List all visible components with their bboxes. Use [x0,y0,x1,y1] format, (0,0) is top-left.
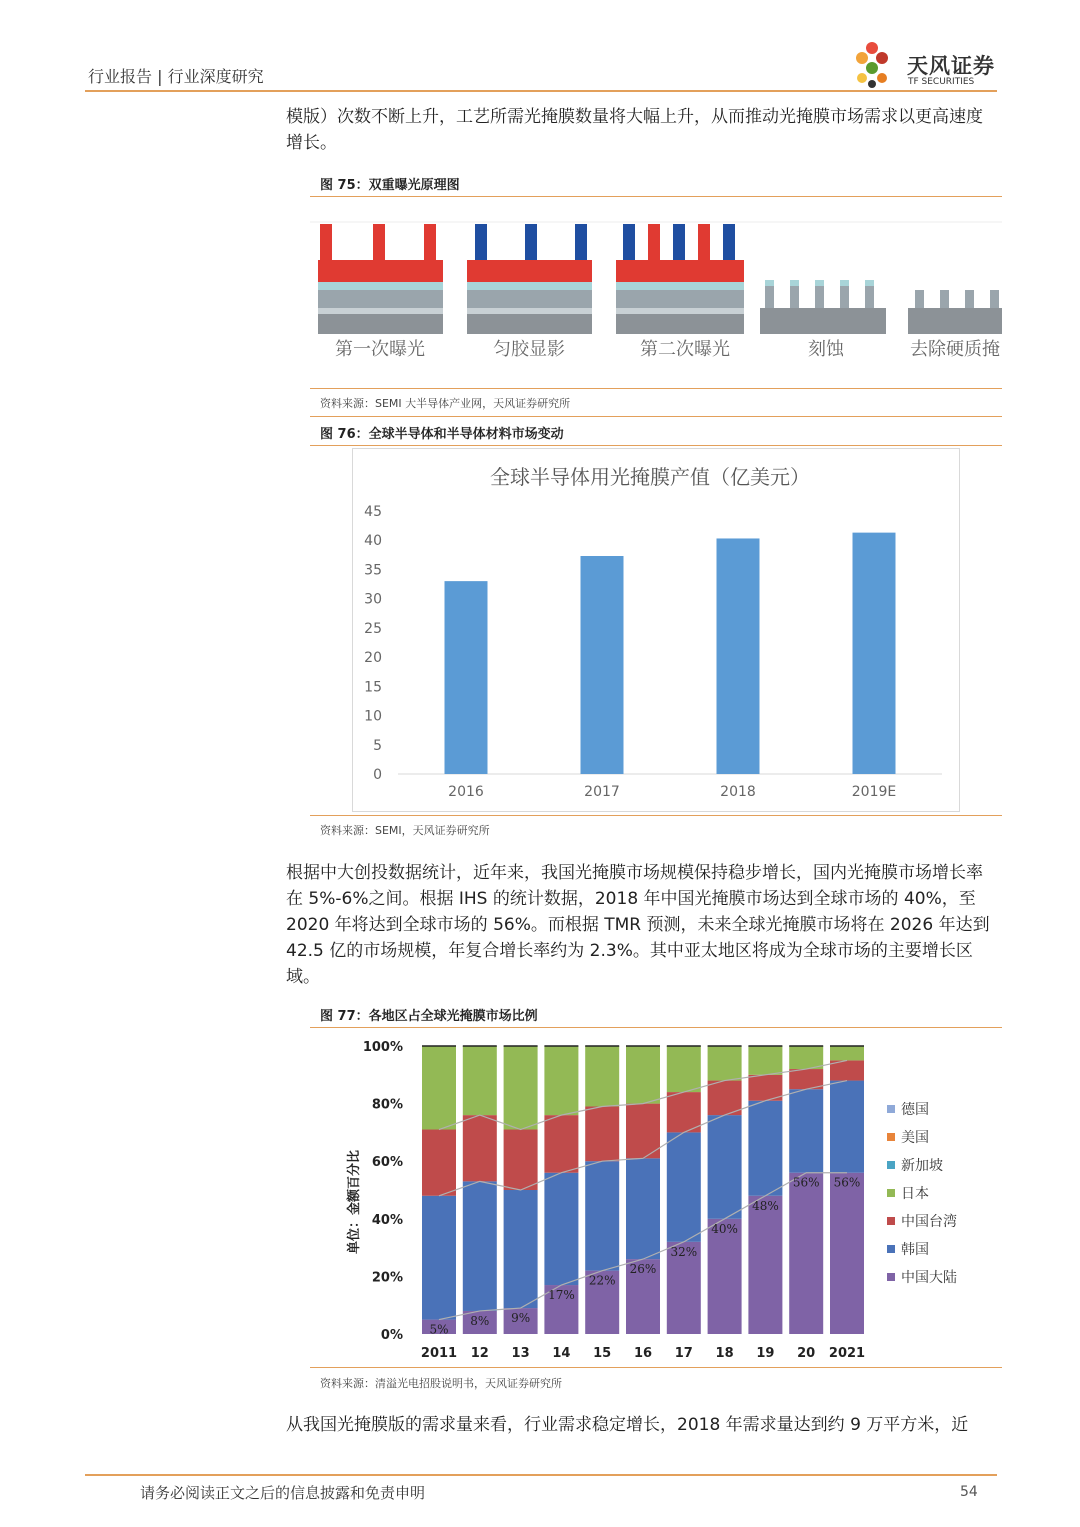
y-tick-label: 0% [380,1328,403,1343]
legend-swatch-中国大陆 [887,1273,895,1281]
figure-75-bottom-rule [310,388,1002,389]
legend-swatch-韩国 [887,1245,895,1253]
x-tick-label: 16 [633,1346,653,1361]
y-tick-label: 25 [364,620,382,637]
step-label: 刻蚀 [808,339,844,360]
segment-中国大陆 [708,1219,742,1334]
x-tick-label: 18 [715,1346,734,1361]
figure-77-title: 图 77：各地区占全球光掩膜市场比例 [320,1009,538,1024]
legend-swatch-日本 [887,1189,895,1197]
data-label: 5% [429,1322,449,1337]
legend-swatch-新加坡 [887,1161,895,1169]
segment-中国台湾 [708,1081,742,1116]
bar-2018 [717,538,760,774]
x-tick-label: 2016 [448,784,484,800]
legend-label: 德国 [901,1102,929,1118]
figure-77-top-rule [310,1027,1002,1028]
step-label: 第二次曝光 [640,339,730,360]
x-tick-label: 2021 [828,1346,866,1361]
y-tick-label: 40 [364,533,382,550]
segment-韩国 [708,1115,742,1219]
step-1-stack [318,224,443,334]
legend-label: 新加坡 [901,1158,943,1174]
x-tick-label: 2011 [420,1346,458,1361]
segment-中国台湾 [422,1130,456,1196]
step-2-stack [467,224,592,334]
figure-77-bottom-rule [310,1367,1002,1368]
data-label: 56% [833,1175,861,1190]
legend-label: 日本 [901,1186,929,1202]
step-label: 第一次曝光 [335,339,425,360]
y-tick-label: 100% [362,1040,403,1055]
y-tick-label: 5 [373,737,382,754]
segment-日本 [463,1046,497,1115]
segment-韩国 [748,1101,782,1196]
data-label: 48% [752,1198,779,1213]
segment-日本 [504,1046,538,1130]
figure-76-top-rule [310,445,1002,446]
data-label: 26% [629,1262,657,1277]
y-axis-label: 单位：金额百分比 [347,1149,362,1255]
x-tick-label: 12 [470,1346,489,1361]
y-tick-label: 15 [364,679,382,696]
segment-韩国 [585,1161,619,1270]
step-label: 匀胶显影 [493,339,565,360]
y-tick-label: 35 [364,562,382,579]
segment-韩国 [544,1173,578,1285]
step-5-stack [908,290,1002,334]
segment-日本 [708,1046,742,1081]
figure-75-source-rule [310,416,1002,417]
figure-76-bottom-rule [310,815,1002,816]
legend-swatch-德国 [887,1105,895,1113]
data-label: 8% [470,1313,490,1328]
chart-title: 全球半导体用光掩膜产值（亿美元） [490,465,810,489]
step-3-stack [616,224,744,334]
x-tick-label: 2018 [720,784,756,800]
x-tick-label: 20 [797,1346,816,1361]
double-exposure-diagram [310,210,1002,370]
figure-75-source: 资料来源：SEMI 大半导体产业网，天风证券研究所 [320,397,571,410]
segment-韩国 [789,1089,823,1173]
y-tick-label: 45 [364,504,382,520]
segment-中国台湾 [667,1092,701,1132]
legend-label: 美国 [901,1130,929,1146]
legend-label: 韩国 [901,1242,929,1258]
y-tick-label: 60% [371,1155,403,1171]
segment-中国台湾 [504,1130,538,1190]
photomask-output-bar-chart [352,448,960,812]
logo-english-name: TF SECURITIES [908,77,975,87]
bar-2016 [445,581,488,774]
bar-2017 [581,556,624,774]
x-tick-label: 17 [674,1346,693,1361]
x-tick-label: 2019E [851,784,897,800]
segment-日本 [748,1046,782,1075]
y-tick-label: 0 [373,767,382,783]
segment-韩国 [422,1196,456,1320]
y-tick-label: 40% [371,1212,403,1228]
segment-中国大陆 [830,1173,864,1334]
segment-中国台湾 [544,1115,578,1173]
step-label: 去除硬质掩 [910,339,1000,360]
y-tick-label: 80% [371,1097,403,1113]
segment-日本 [544,1046,578,1115]
intro-paragraph: 模版）次数不断上升，工艺所需光掩膜数量将大幅上升，从而推动光掩膜市场需求以更高速度增长。 [286,107,983,153]
step-4-stack [760,280,886,334]
data-label: 40% [711,1221,738,1236]
report-breadcrumb: 行业报告 | 行业深度研究 [88,67,264,86]
y-tick-label: 20 [364,650,382,667]
x-tick-label: 19 [756,1346,775,1361]
data-label: 32% [670,1244,698,1259]
x-tick-label: 14 [552,1346,571,1361]
legend-label: 中国大陆 [901,1270,957,1286]
segment-日本 [667,1046,701,1092]
y-tick-label: 10 [364,708,382,725]
logo-chinese-name: 天风证券 [907,54,995,78]
header-divider [85,90,997,92]
segment-日本 [422,1046,456,1130]
data-label: 17% [548,1288,575,1303]
segment-中国台湾 [463,1115,497,1181]
page-number: 54 [960,1484,978,1500]
footer-disclaimer: 请务必阅读正文之后的信息披露和免责申明 [140,1484,426,1502]
y-tick-label: 20% [371,1270,403,1286]
x-tick-label: 13 [511,1346,530,1361]
x-tick-label: 15 [593,1346,612,1361]
demand-paragraph: 从我国光掩膜版的需求量来看，行业需求稳定增长，2018 年需求量达到约 9 万平方米，近 [286,1415,969,1435]
segment-韩国 [463,1181,497,1311]
data-label: 56% [792,1175,820,1190]
segment-中国大陆 [789,1173,823,1334]
bar-2019E [853,533,896,774]
footer-divider [85,1474,997,1476]
segment-日本 [830,1046,864,1060]
legend-label: 中国台湾 [901,1214,957,1230]
segment-中国大陆 [748,1196,782,1334]
data-label: 22% [588,1273,616,1288]
regional-share-stacked-chart [330,1032,990,1367]
figure-76-source: 资料来源：SEMI，天风证券研究所 [320,824,490,837]
figure-77-source: 资料来源：清溢光电招股说明书，天风证券研究所 [320,1377,562,1390]
segment-韩国 [830,1081,864,1173]
y-tick-label: 30 [364,591,382,608]
legend-swatch-中国台湾 [887,1217,895,1225]
segment-日本 [789,1046,823,1069]
segment-日本 [626,1046,660,1104]
figure-75-top-rule [310,196,1002,197]
segment-中国台湾 [585,1106,619,1161]
legend-swatch-美国 [887,1133,895,1141]
segment-韩国 [504,1190,538,1308]
data-label: 9% [511,1311,531,1326]
figure-76-title: 图 76：全球半导体和半导体材料市场变动 [320,427,564,442]
x-tick-label: 2017 [584,784,620,800]
segment-韩国 [626,1158,660,1259]
figure-75-title: 图 75：双重曝光原理图 [320,178,460,193]
market-analysis-paragraph: 根据中大创投数据统计，近年来，我国光掩膜市场规模保持稳步增长，国内光掩膜市场增长率在 5%-6%之间。根据 IHS 的统计数据，2018 年中国光掩膜市场达到全球市场的 40%，至 2020 年将达到全球市场的 56%。而根据 TMR 预测，未来全球光掩膜市场将在 2026 年达到 42.5 亿的市场规模，年复合增长率约为 2.3%。其中亚太地区将成为全球市场的主要增长区域。 [286,863,990,987]
segment-韩国 [667,1132,701,1241]
segment-日本 [585,1046,619,1106]
